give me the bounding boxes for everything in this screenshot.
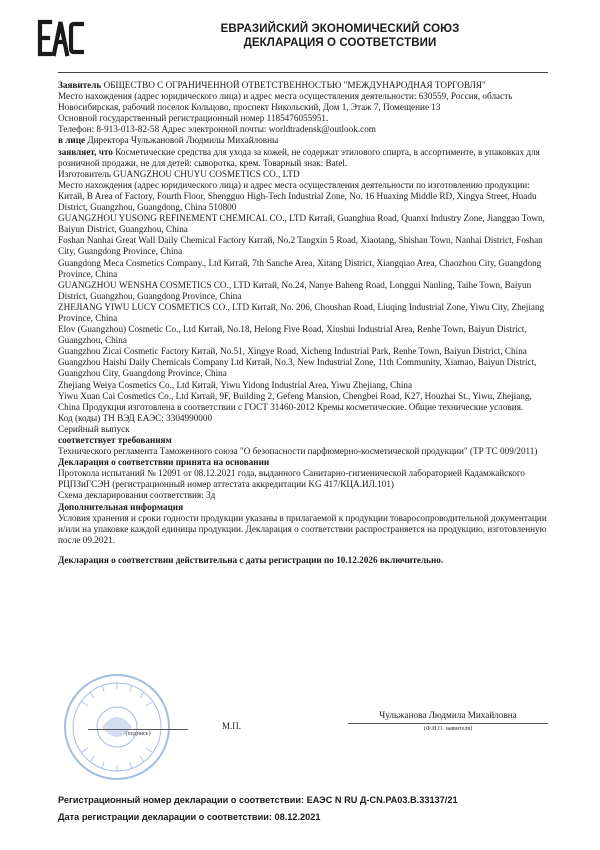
manufacturer-item: Zhejiang Weiya Cosmetics Co., Ltd Китай, Yiwu Yidong Industrial Area, Yiwu Zhejiang, China	[58, 379, 413, 390]
stamp-place-label: М.П.	[222, 721, 242, 731]
declaration-body	[58, 80, 554, 566]
manufacturer-item: Место нахождения (адрес юридического лица) и адрес места осуществления деятельности по изготовлению продукции: Китай, B Area of Factory, Fourth Floor, Shengguo High-Tech Industrial Zone, No. 16 Huaxing Middle RD, Xingya Street, Huadu District, Guangzhou, Guangdong, China 510800	[58, 179, 537, 213]
person-label: в лице	[58, 135, 86, 146]
registration-date: Дата регистрации декларации о соответствии: 08.12.2021	[58, 812, 321, 822]
manufacturer-item: Elov (Guangzhou) Cosmetic Co., Ltd Китай, No.18, Helong Five Road, Xiushui Industrial Area, Renhe Town, Baiyun District, Guangzhou, China	[58, 324, 527, 346]
manufacturer-item: Guangzhou Haishi Daily Chemicals Company Ltd Китай, No.3, New Industrial Zone, 11th Community, Xiamao, Baiyun District, Guangzhou City, Guangdong Province, China	[58, 357, 537, 379]
manufacturer-item: Guangzhou Zicai Cosmetic Factory Китай, No.51, Xingye Road, Xicheng Industrial Park, Renhe Town, Baiyun District, China	[58, 346, 527, 357]
header-divider	[58, 72, 548, 73]
signer-name: Чульжанова Людмила Михайловна	[379, 710, 517, 720]
validity-statement: Декларация о соответствии действительна с даты регистрации по 10.12.2026 включительно.	[58, 554, 444, 565]
basis-scheme: Схема декларирования соответствия: 3д	[58, 490, 216, 501]
release-type: Серийный выпуск	[58, 423, 130, 434]
applicant-label: Заявитель	[58, 80, 102, 90]
declares-block	[58, 147, 554, 169]
eac-mark-icon	[36, 18, 84, 58]
applicant-person	[58, 135, 554, 146]
company-seal-icon	[62, 672, 172, 782]
declares-label: заявляет, что	[58, 146, 113, 157]
tnved-code: Код (коды) ТН ВЭД ЕАЭС: 3304990000	[58, 412, 213, 423]
manufacturer-item: Guangdong Meca Cosmetics Company., Ltd Китай, 7th Sanche Area, Xitang District, Xiangqiao Area, Chaozhou City, Guangdong Province, China	[58, 257, 542, 279]
signer-name-line	[348, 723, 548, 724]
union-title: ЕВРАЗИЙСКИЙ ЭКОНОМИЧЕСКИЙ СОЮЗ	[220, 23, 460, 35]
manufacturer-item: GUANGZHOU YUSONG REFINEMENT CHEMICAL CO., LTD Китай, Guanghua Road, Quanxi Industry Zone, Jianggao Town, Baiyun District, Guangzhou, China	[58, 213, 545, 235]
signer-name-caption: (Ф.И.О. заявителя)	[423, 726, 473, 732]
declares-text: Косметические средства для ухода за кожей, не содержат этилового спирта, в ассортименте, в упаковках для розничной продажи, не для детей: сыворотка, крем. Товарный знак: Batel.	[58, 146, 540, 168]
applicant-block	[58, 80, 554, 91]
extra-label: Дополнительная информация	[58, 501, 184, 512]
applicant-address: Место нахождения (адрес юридического лица) и адрес места осуществления деятельности: 630559, Россия, область Новосибирская, рабочий поселок Кольцово, проспект Никольский, Дом 1, Этаж 7, Помещение 13	[58, 91, 513, 113]
applicant-contacts: Телефон: 8-913-013-82-58 Адрес электронной почты: worldtradensk@outlook.com	[58, 124, 376, 135]
compliance-label: соответствует требованиям	[58, 435, 172, 445]
manufacturer-item: Yiwu Xuan Cai Cosmetics Co., Ltd Китай, 9F, Building 2, Gefeng Mansion, Chengbei Road, K27, Houzhai St., Yiwu, Zhejiang, China Продукция изготовлена в соответствии с ГОСТ 31460-2012 Кремы косметические. Общие технические условия.	[58, 390, 532, 412]
manufacturer-item: Изготовитель GUANGZHOU CHUYU COSMETICS CO., LTD	[58, 168, 300, 179]
compliance-text: Технического регламента Таможенного союза "О безопасности парфюмерно-косметической продукции" (ТР ТС 009/2011)	[58, 446, 538, 457]
basis-text: Протокола испытаний № 12091 от 08.12.2021 года, выданного Санитарно-гигиенической лабораторией Кадамжайского РЦПЗиГСЭН (регистрационный номер аттестата аккредитации KG 417/КЦА.ИЛ.101)	[58, 468, 525, 490]
signature-line	[88, 729, 188, 730]
extra-text: Условия хранения и сроки годности продукции указаны в прилагаемой к продукции товаросопроводительной документации и/или на упаковке каждой единицы продукции. Декларация о соответствии распространяется на продукцию, изготовленную после 09.2021.	[58, 512, 547, 545]
registration-number: Регистрационный номер декларации о соответствии: ЕАЭС N RU Д-CN.РА03.В.33137/21	[58, 795, 458, 805]
document-title: ДЕКЛАРАЦИЯ О СООТВЕТСТВИИ	[243, 37, 437, 49]
manufacturer-item: Foshan Nanhai Great Wall Daily Chemical Factory Китай, No.2 Tangxin 5 Road, Xiaotang, Shishan Town, Nanhai District, Foshan City, Guangdong Province, China	[58, 235, 543, 257]
manufacturer-item: ZHEJIANG YIWU LUCY COSMETICS CO., LTD Китай, No. 206, Choushan Road, Liuqing Industrial Zone, Yiwu City, Zhejiang Province, China	[58, 301, 545, 323]
signature-caption: (подпись)	[125, 731, 151, 737]
manufacturer-item: GUANGZHOU WENSHA COSMETICS CO., LTD Китай, No.24, Nanye Baheng Road, Longgui Nanling, Taihe Town, Baiyun District, Guangzhou, Guangdong Province, China	[58, 279, 532, 301]
person-name: Директора Чульжановой Людмилы Михайловны	[85, 135, 279, 146]
basis-label: Декларация о соответствии принята на основании	[58, 457, 270, 468]
applicant-ogrn: Основной государственный регистрационный номер 1185476055951.	[58, 113, 329, 124]
document-header	[170, 22, 510, 50]
applicant-name: ОБЩЕСТВО С ОГРАНИЧЕННОЙ ОТВЕТСТВЕННОСТЬЮ "МЕЖДУНАРОДНАЯ ТОРГОВЛЯ"	[101, 80, 486, 90]
